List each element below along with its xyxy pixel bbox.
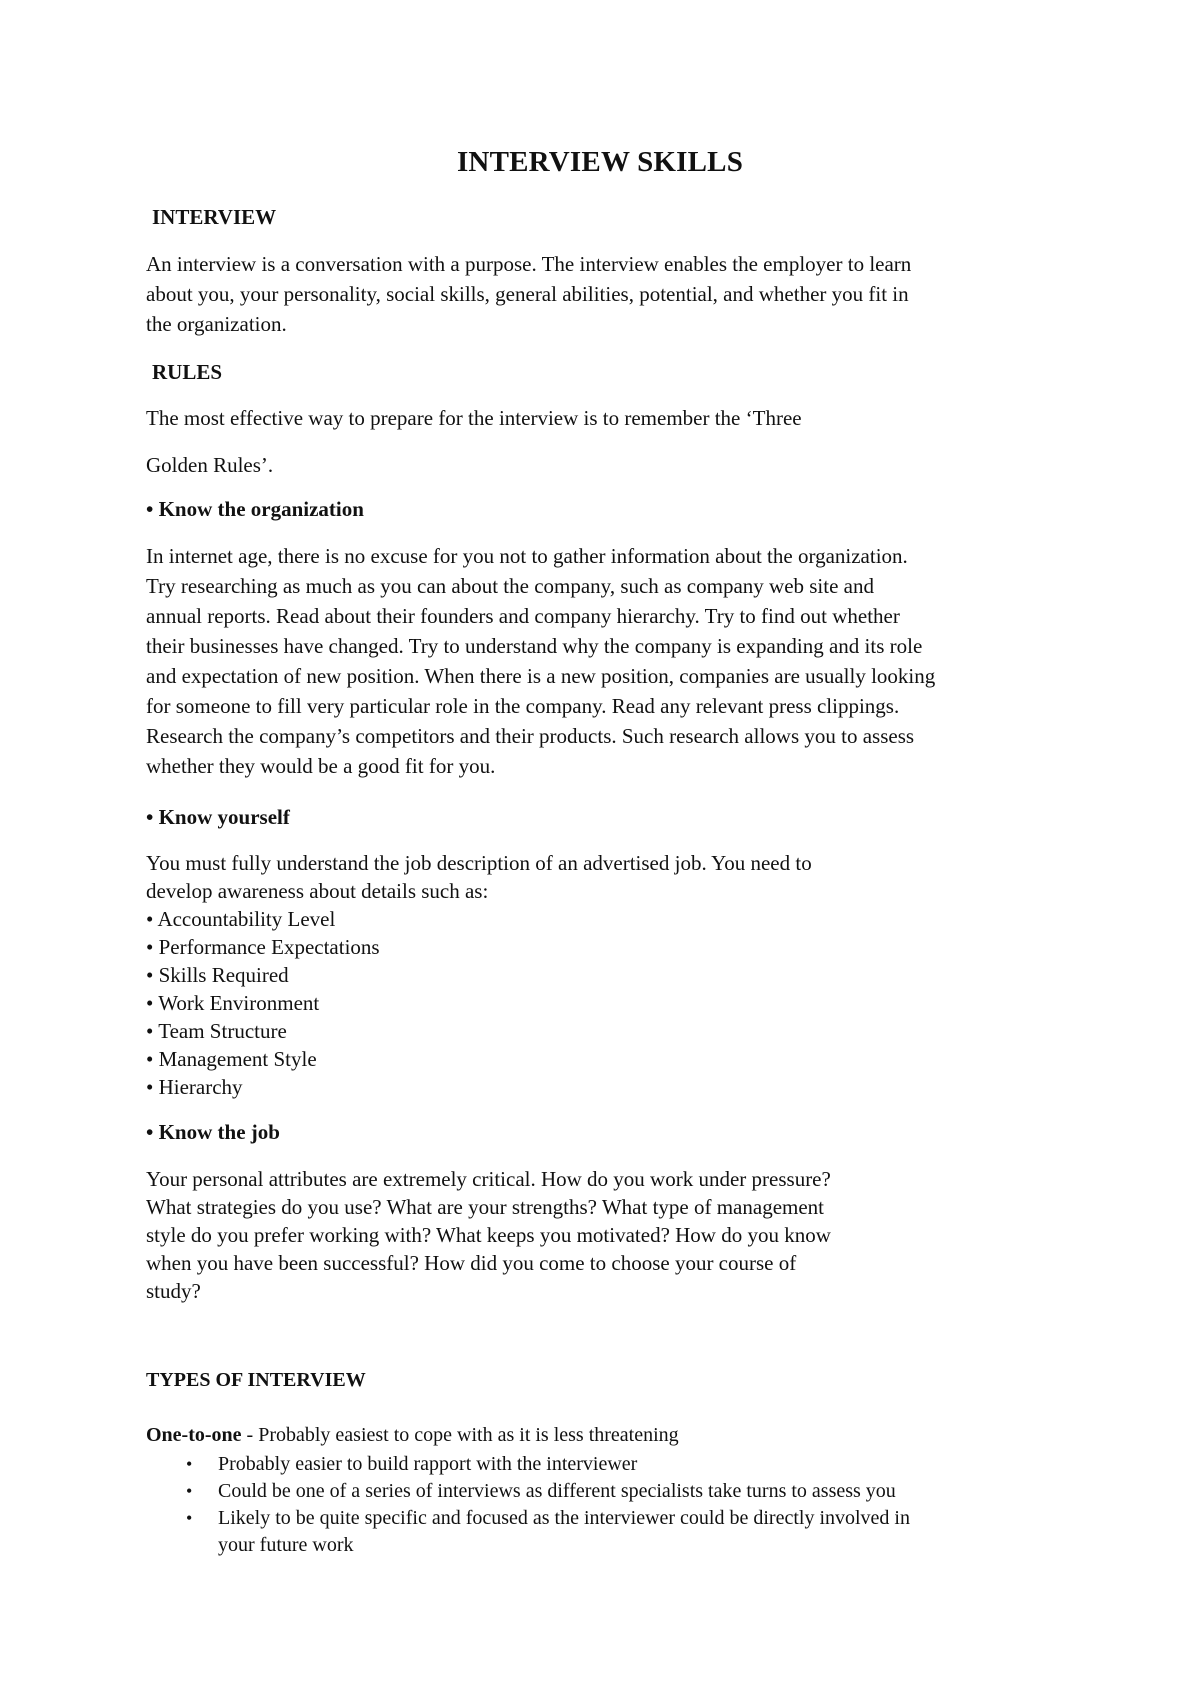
bullet-icon: • [186, 1508, 193, 1528]
paragraph-line: What strategies do you use? What are your strengths? What type of management [146, 1195, 824, 1219]
bullet-text: Probably easier to build rapport with the interviewer [218, 1453, 638, 1475]
bullet-text: Could be one of a series of interviews as different specialists take turns to assess you [218, 1480, 896, 1502]
paragraph-line: Try researching as much as you can about the company, such as company web site and [146, 574, 874, 598]
paragraph-line: for someone to fill very particular role in the company. Read any relevant press clippings. [146, 694, 900, 718]
list-item: • Work Environment [146, 991, 320, 1015]
section-heading-interview: INTERVIEW [152, 205, 277, 229]
paragraph-line: about you, your personality, social skills, general abilities, potential, and whether you fit in [146, 282, 909, 306]
section-heading-know-organization: • Know the organization [146, 497, 364, 521]
list-item: • Performance Expectations [146, 935, 380, 959]
paragraph-line: annual reports. Read about their founders and company hierarchy. Try to find out whether [146, 604, 900, 628]
interview-paragraph [146, 249, 1076, 339]
rules-line-2: Golden Rules’. [146, 453, 274, 477]
details-list [146, 905, 380, 1101]
bullet-text: Likely to be quite specific and focused as the interviewer could be directly involved in [218, 1507, 910, 1529]
paragraph-line: In internet age, there is no excuse for you not to gather information about the organization. [146, 544, 908, 568]
section-heading-rules: RULES [152, 360, 223, 384]
list-item: • Management Style [146, 1047, 317, 1071]
paragraph-line: study? [146, 1279, 201, 1303]
list-item: • Hierarchy [146, 1075, 243, 1099]
know-organization-paragraph [146, 541, 1076, 781]
bullet-icon: • [186, 1481, 193, 1501]
types-bullet-list [180, 1451, 910, 1559]
list-item [180, 1451, 910, 1478]
paragraph-line: Your personal attributes are extremely critical. How do you work under pressure? [146, 1167, 831, 1191]
paragraph-line: You must fully understand the job description of an advertised job. You need to [146, 851, 812, 875]
paragraph-line: develop awareness about details such as: [146, 879, 489, 903]
paragraph-line: the organization. [146, 312, 287, 336]
list-item: • Accountability Level [146, 907, 336, 931]
paragraph-line: whether they would be a good fit for you. [146, 754, 496, 778]
paragraph-line: Research the company’s competitors and their products. Such research allows you to assess [146, 724, 915, 748]
bullet-icon: • [186, 1454, 193, 1474]
bullet-text-continued: your future work [218, 1534, 354, 1556]
paragraph-line: their businesses have changed. Try to understand why the company is expanding and its role [146, 634, 923, 658]
paragraph-line: An interview is a conversation with a purpose. The interview enables the employer to learn [146, 252, 912, 276]
rules-line-1: The most effective way to prepare for the interview is to remember the ‘Three [146, 406, 802, 430]
know-job-paragraph [146, 1165, 1076, 1305]
list-item [180, 1505, 910, 1559]
paragraph-line: style do you prefer working with? What keeps you motivated? How do you know [146, 1223, 831, 1247]
list-item: • Team Structure [146, 1019, 287, 1043]
section-heading-know-job: • Know the job [146, 1120, 280, 1144]
one-to-one-line [146, 1424, 679, 1447]
document-title: INTERVIEW SKILLS [456, 146, 744, 178]
one-to-one-text: - Probably easiest to cope with as it is less threatening [241, 1424, 679, 1446]
one-to-one-label: One-to-one [146, 1424, 242, 1446]
know-yourself-paragraph [146, 849, 1076, 905]
paragraph-line: and expectation of new position. When there is a new position, companies are usually looking [146, 664, 936, 688]
section-heading-know-yourself: • Know yourself [146, 805, 290, 829]
list-item: • Skills Required [146, 963, 289, 987]
section-heading-types: TYPES OF INTERVIEW [146, 1369, 366, 1391]
list-item [180, 1478, 910, 1505]
paragraph-line: when you have been successful? How did you come to choose your course of [146, 1251, 797, 1275]
